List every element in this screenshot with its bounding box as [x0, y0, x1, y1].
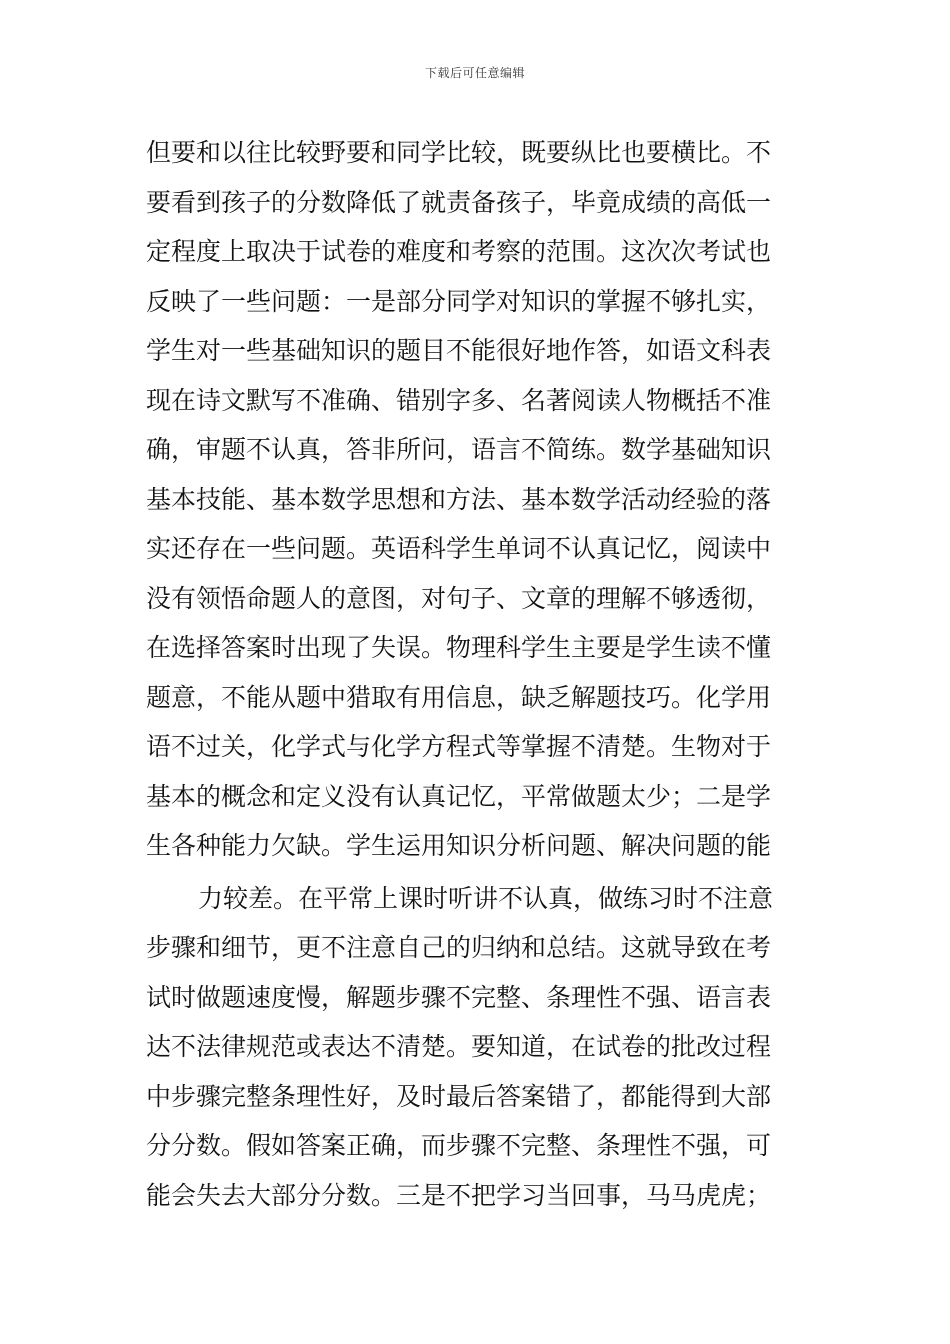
text-line: 试时做题速度慢，解题步骤不完整、条理性不强、语言表: [146, 982, 772, 1012]
text-line: 要看到孩子的分数降低了就责备孩子，毕竟成绩的高低一: [146, 187, 772, 217]
body-text: [146, 128, 810, 1220]
paragraph-2: [146, 874, 810, 1221]
text-line: 步骤和细节，更不注意自己的归纳和总结。这就导致在考: [146, 933, 772, 962]
text-line: 生各种能力欠缺。学生运用知识分析问题、解决问题的能: [146, 831, 772, 860]
header-note: 下载后可任意编辑: [424, 66, 525, 80]
text-line: 基本的概念和定义没有认真记忆，平常做题太少；二是学: [146, 781, 772, 811]
text-line: 达不法律规范或表达不清楚。要知道，在试卷的批改过程: [146, 1032, 772, 1061]
text-line: 在选择答案时出现了失误。物理科学生主要是学生读不懂: [146, 633, 772, 662]
text-line: 力较差。在平常上课时听讲不认真，做练习时不注意: [198, 883, 774, 913]
text-line: 定程度上取决于试卷的难度和考察的范围。这次次考试也: [146, 237, 772, 266]
text-line: 反映了一些问题：一是部分同学对知识的掌握不够扎实，: [146, 286, 772, 316]
text-line: 没有领悟命题人的意图，对句子、文章的理解不够透彻，: [146, 583, 772, 613]
text-line: 能会失去大部分分数。三是不把学习当回事，马马虎虎；: [146, 1180, 772, 1210]
text-line: 实还存在一些问题。英语科学生单词不认真记忆，阅读中: [146, 534, 772, 563]
text-line: 确，审题不认真，答非所问，语言不简练。数学基础知识: [146, 435, 772, 464]
text-line: 中步骤完整条理性好，及时最后答案错了，都能得到大部: [146, 1081, 772, 1111]
text-line: 语不过关，化学式与化学方程式等掌握不清楚。生物对于: [146, 732, 772, 761]
text-line: 基本技能、基本数学思想和方法、基本数学活动经验的落: [146, 484, 772, 514]
paragraph-1: [146, 128, 810, 871]
text-line: 学生对一些基础知识的题目不能很好地作答，如语文科表: [146, 336, 772, 365]
text-line: 但要和以往比较野要和同学比较，既要纵比也要横比。不: [146, 138, 772, 167]
text-line: 分分数。假如答案正确，而步骤不完整、条理性不强，可: [146, 1131, 772, 1160]
text-line: 现在诗文默写不准确、错别字多、名著阅读人物概括不准: [146, 385, 772, 415]
text-line: 题意，不能从题中猎取有用信息，缺乏解题技巧。化学用: [146, 682, 772, 712]
